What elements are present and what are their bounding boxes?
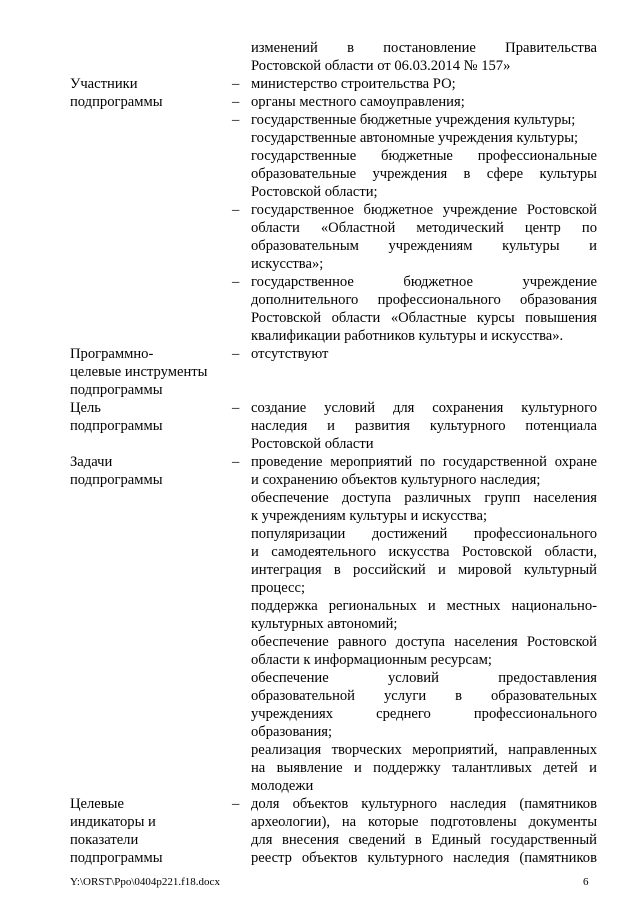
section-label-line: Цель [70, 400, 101, 416]
list-dash: – [232, 400, 240, 416]
section-label-line: индикаторы и [70, 814, 156, 830]
body-text-line: популяризации достижений профессионального [251, 526, 597, 542]
body-text-line: культурных автономий; [251, 616, 398, 632]
body-text-line: обеспечение условий предоставления [251, 670, 597, 686]
section-label-line: подпрограммы [70, 382, 163, 398]
body-text-line: интеграция в российский и мировой культурный [251, 562, 597, 578]
body-text-line: наследия и развития культурного потенциала [251, 418, 597, 434]
list-dash: – [232, 112, 240, 128]
body-text-line: государственное бюджетное учреждение [251, 274, 597, 290]
body-text-line: государственные бюджетные профессиональные [251, 148, 597, 164]
body-text-line: государственные бюджетные учреждения культуры; [251, 112, 576, 128]
body-text-line: обеспечение доступа различных групп населения [251, 490, 597, 506]
footer-file-path: Y:\ORST\Ppo\0404p221.f18.docx [70, 876, 220, 888]
body-text-line: Ростовской области от 06.03.2014 № 157» [251, 58, 511, 74]
list-dash: – [232, 346, 240, 362]
body-text-line: Ростовской области «Областные курсы повышения [251, 310, 597, 326]
body-text-line: доля объектов культурного наследия (памятников [251, 796, 597, 812]
body-text-line: процесс; [251, 580, 306, 596]
list-dash: – [232, 796, 240, 812]
body-text-line: квалификации работников культуры и искусства». [251, 328, 564, 344]
section-label-line: Целевые [70, 796, 124, 812]
body-text-line: поддержка региональных и местных национально- [251, 598, 597, 614]
body-text-line: искусства»; [251, 256, 324, 272]
body-text-line: государственные автономные учреждения культуры; [251, 130, 579, 146]
body-text-line: образования; [251, 724, 333, 740]
body-text-line: и сохранению объектов культурного наследия; [251, 472, 541, 488]
section-label-line: подпрограммы [70, 418, 163, 434]
body-text-line: проведение мероприятий по государственной охране [251, 454, 597, 470]
body-text-line: обеспечение равного доступа населения Ростовской [251, 634, 597, 650]
body-text-line: на выявление и поддержку талантливых детей и [251, 760, 597, 776]
list-dash: – [232, 94, 240, 110]
list-dash: – [232, 202, 240, 218]
body-text-line: учреждениях среднего профессионального [251, 706, 597, 722]
body-text-line: государственное бюджетное учреждение Ростовской [251, 202, 597, 218]
section-label-line: целевые инструменты [70, 364, 208, 380]
section-label-line: Программно- [70, 346, 154, 362]
body-text-line: создание условий для сохранения культурного [251, 400, 597, 416]
body-text-line: дополнительного профессионального образования [251, 292, 597, 308]
section-label-line: подпрограммы [70, 850, 163, 866]
section-label-line: Участники [70, 76, 138, 92]
body-text-line: области «Областной методический центр по [251, 220, 597, 236]
section-label-line: показатели [70, 832, 139, 848]
body-text-line: органы местного самоуправления; [251, 94, 465, 110]
body-text-line: для внесения сведений в Единый государственный [251, 832, 597, 848]
section-label-line: подпрограммы [70, 472, 163, 488]
section-label-line: подпрограммы [70, 94, 163, 110]
list-dash: – [232, 454, 240, 470]
body-text-line: отсутствуют [251, 346, 329, 362]
body-text-line: Ростовской области; [251, 184, 378, 200]
body-text-line: образовательные учреждения в сфере культуры [251, 166, 597, 182]
body-text-line: и самодеятельного искусства Ростовской области, [251, 544, 597, 560]
section-label-line: Задачи [70, 454, 113, 470]
list-dash: – [232, 76, 240, 92]
body-text-line: изменений в постановление Правительства [251, 40, 597, 56]
body-text-line: Ростовской области [251, 436, 374, 452]
body-text-line: археологии), на которые подготовлены документы [251, 814, 597, 830]
body-text-line: реализация творческих мероприятий, направленных [251, 742, 597, 758]
body-text-line: к учреждениям культуры и искусства; [251, 508, 487, 524]
body-text-line: молодежи [251, 778, 314, 794]
list-dash: – [232, 274, 240, 290]
body-text-line: области к информационным ресурсам; [251, 652, 492, 668]
body-text-line: образовательным учреждениям культуры и [251, 238, 597, 254]
footer-page-number: 6 [583, 876, 589, 888]
body-text-line: министерство строительства РО; [251, 76, 456, 92]
body-text-line: реестр объектов культурного наследия (памятников [251, 850, 597, 866]
body-text-line: образовательной услуги в образовательных [251, 688, 597, 704]
